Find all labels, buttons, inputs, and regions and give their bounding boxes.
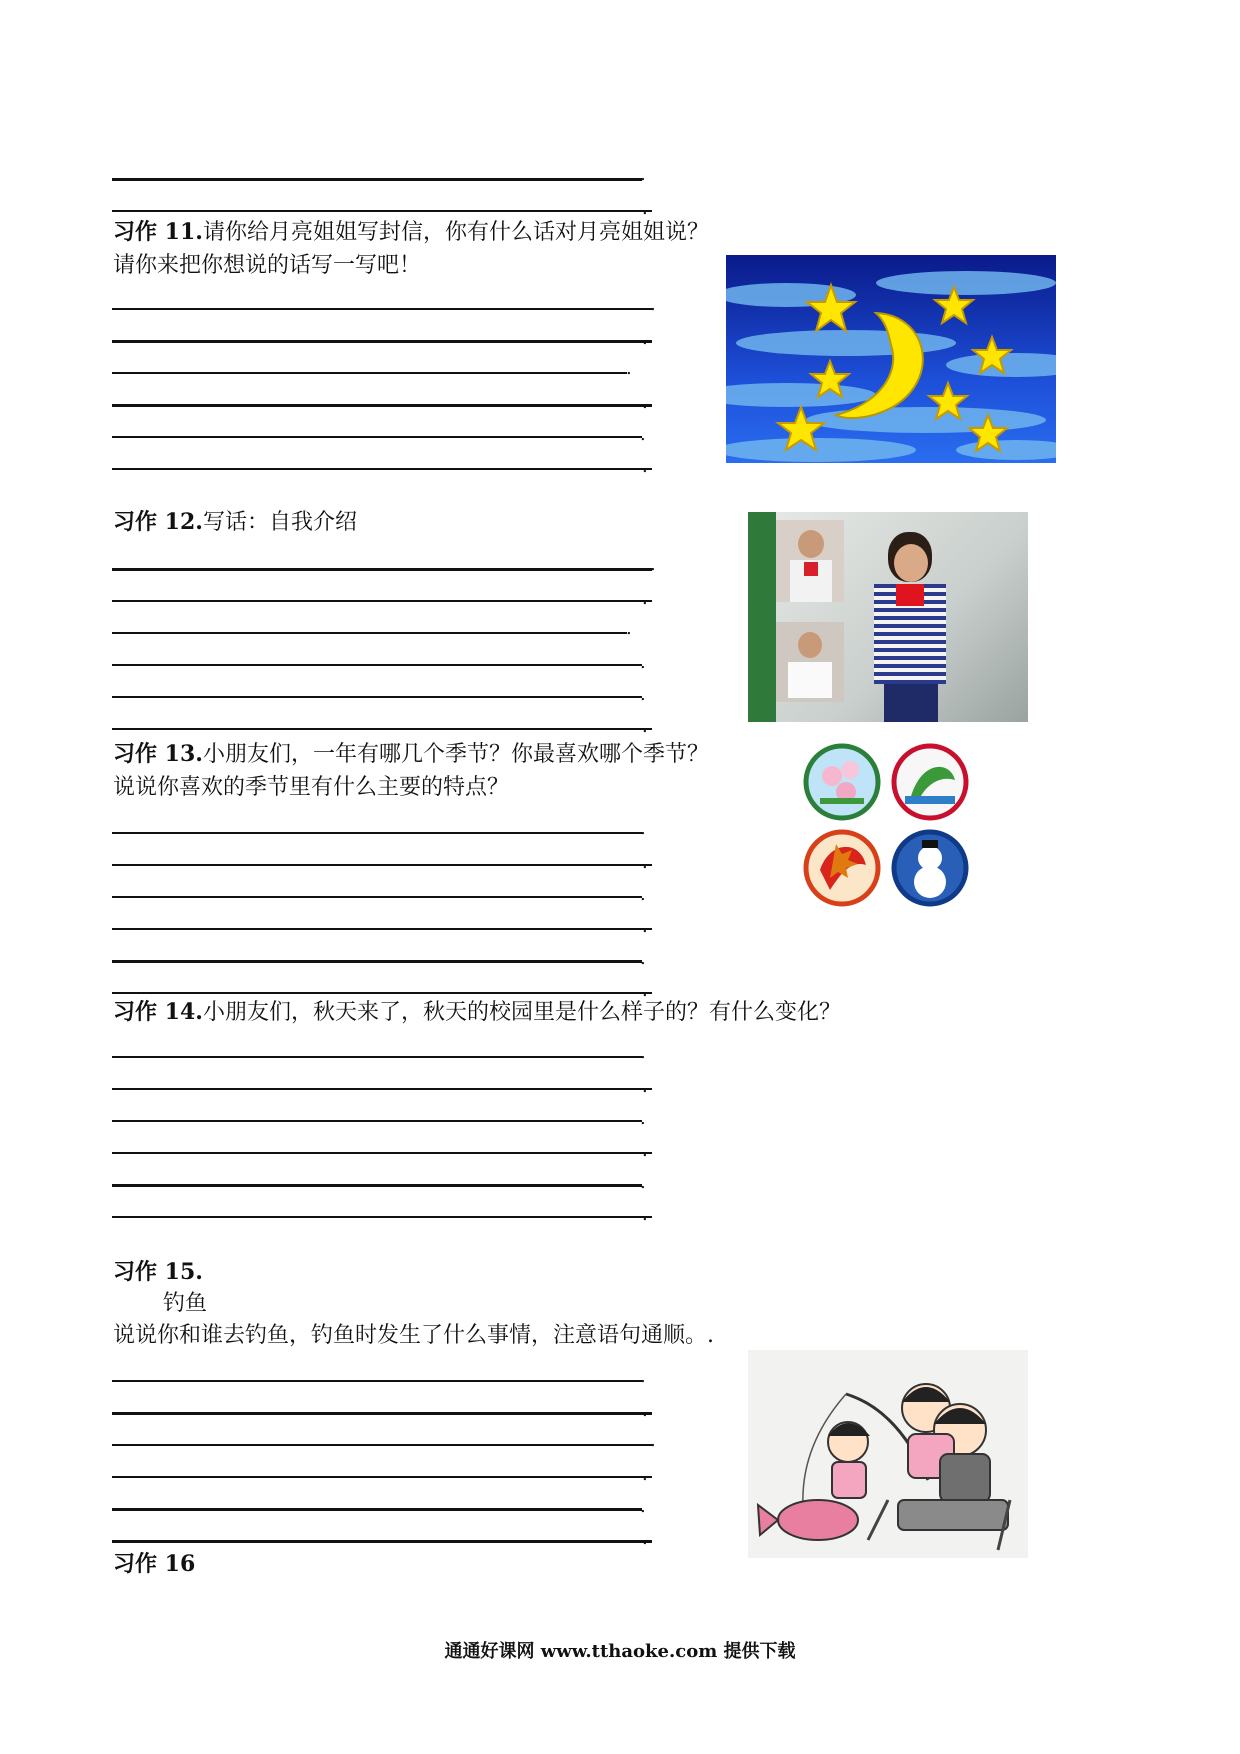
section-13-prompt-2: 说说你喜欢的季节里有什么主要的特点？ <box>113 775 510 800</box>
writing-line[interactable] <box>112 1444 652 1446</box>
line-end-mark: . <box>640 652 646 673</box>
section-prompt: 请你给月亮姐姐写封信，你有什么话对月亮姐姐说？ <box>202 220 709 245</box>
section-11-heading <box>113 218 709 247</box>
line-end-mark: . <box>640 818 646 839</box>
writing-line[interactable] <box>112 210 652 212</box>
photo-girl <box>894 544 928 582</box>
writing-line[interactable] <box>112 928 652 930</box>
fishing-illustration <box>748 1350 1028 1558</box>
line-end-mark: . <box>640 1496 646 1517</box>
writing-line[interactable] <box>112 832 642 834</box>
line-end-mark: . <box>640 1042 646 1063</box>
writing-line[interactable] <box>112 1380 642 1382</box>
line-end-mark: . <box>626 358 632 379</box>
line-end-mark: . <box>642 1076 648 1097</box>
line-end-mark: . <box>640 1366 646 1387</box>
writing-line[interactable] <box>112 1088 652 1090</box>
line-end-mark: . <box>642 1140 648 1161</box>
line-end-mark: . <box>650 554 656 575</box>
line-end-mark: . <box>642 1204 648 1225</box>
writing-line[interactable] <box>112 340 652 343</box>
line-end-mark: . <box>642 716 648 737</box>
writing-line[interactable] <box>112 1216 652 1218</box>
writing-line[interactable] <box>112 1412 652 1415</box>
writing-line[interactable] <box>112 632 627 634</box>
writing-line[interactable] <box>112 1184 642 1187</box>
writing-line[interactable] <box>112 436 642 438</box>
page-footer: 通通好课网 www.tthaoke.com 提供下载 <box>444 1641 796 1662</box>
self-introduction-photo <box>748 512 1028 722</box>
section-15-title: 钓鱼 <box>163 1291 208 1316</box>
line-end-mark: . <box>640 948 646 969</box>
writing-line[interactable] <box>112 896 642 898</box>
section-label: 习作 11. <box>113 219 203 245</box>
writing-line[interactable] <box>112 308 652 310</box>
line-end-mark: . <box>642 916 648 937</box>
moon-stars-picture <box>726 255 1056 463</box>
section-label: 习作 12. <box>113 509 203 535</box>
writing-line[interactable] <box>112 960 642 963</box>
seasons-illustration <box>800 740 980 910</box>
section-14-heading <box>113 998 841 1027</box>
line-end-mark: . <box>642 198 648 219</box>
writing-line[interactable] <box>112 1508 642 1511</box>
writing-line[interactable] <box>112 728 652 730</box>
writing-line[interactable] <box>112 664 642 666</box>
line-end-mark: . <box>642 980 648 1001</box>
writing-line[interactable] <box>112 696 642 698</box>
writing-line[interactable] <box>112 404 652 407</box>
writing-line[interactable] <box>112 1120 642 1122</box>
line-end-mark: . <box>642 588 648 609</box>
line-end-mark: . <box>640 424 646 445</box>
writing-line[interactable] <box>112 468 652 470</box>
fishing-picture <box>748 1350 1028 1558</box>
photo-inset-child <box>776 622 844 702</box>
line-end-mark: . <box>640 1108 646 1129</box>
section-15-label: 习作 15. <box>113 1259 203 1285</box>
section-15-prompt: 说说你和谁去钓鱼，钓鱼时发生了什么事情，注意语句通顺。. <box>113 1323 714 1348</box>
writing-line[interactable] <box>112 372 627 374</box>
writing-line[interactable] <box>112 1152 652 1154</box>
line-end-mark: . <box>642 852 648 873</box>
section-label: 习作 14. <box>113 999 203 1025</box>
section-13-heading <box>113 740 709 769</box>
writing-line[interactable] <box>112 568 652 571</box>
writing-line[interactable] <box>112 992 652 994</box>
writing-line[interactable] <box>112 864 652 866</box>
photo-inset-boy <box>776 520 844 602</box>
moon-stars-illustration <box>726 255 1056 463</box>
writing-line[interactable] <box>112 178 642 181</box>
fish <box>778 1500 858 1540</box>
section-prompt: 写话：自我介绍 <box>202 510 357 535</box>
section-prompt: 小朋友们，一年有哪几个季节？你最喜欢哪个季节？ <box>202 742 709 767</box>
line-end-mark: . <box>642 392 648 413</box>
writing-line[interactable] <box>112 1540 652 1543</box>
section-12-heading <box>113 508 357 537</box>
section-label: 习作 13. <box>113 741 203 767</box>
writing-line[interactable] <box>112 1476 652 1478</box>
section-16-label: 习作 16 <box>113 1551 196 1577</box>
writing-line[interactable] <box>112 1056 642 1058</box>
line-end-mark: . <box>642 1528 648 1549</box>
line-end-mark: . <box>642 456 648 477</box>
line-end-mark: . <box>640 884 646 905</box>
line-end-mark: . <box>642 328 648 349</box>
section-11-prompt-2: 请你来把你想说的话写一写吧！ <box>113 253 422 278</box>
line-end-mark: . <box>640 1172 646 1193</box>
line-end-mark: . <box>650 294 656 315</box>
photo-green-edge <box>748 512 776 722</box>
line-end-mark: . <box>650 1430 656 1451</box>
line-end-mark: . <box>642 1464 648 1485</box>
line-end-mark: . <box>640 684 646 705</box>
line-end-mark: . <box>642 1400 648 1421</box>
writing-line[interactable] <box>112 600 652 602</box>
section-prompt: 小朋友们，秋天来了，秋天的校园里是什么样子的？有什么变化？ <box>202 1000 841 1025</box>
line-end-mark: . <box>640 164 646 185</box>
spring-icon <box>806 746 878 818</box>
line-end-mark: . <box>626 618 632 639</box>
four-seasons-picture <box>800 740 980 910</box>
